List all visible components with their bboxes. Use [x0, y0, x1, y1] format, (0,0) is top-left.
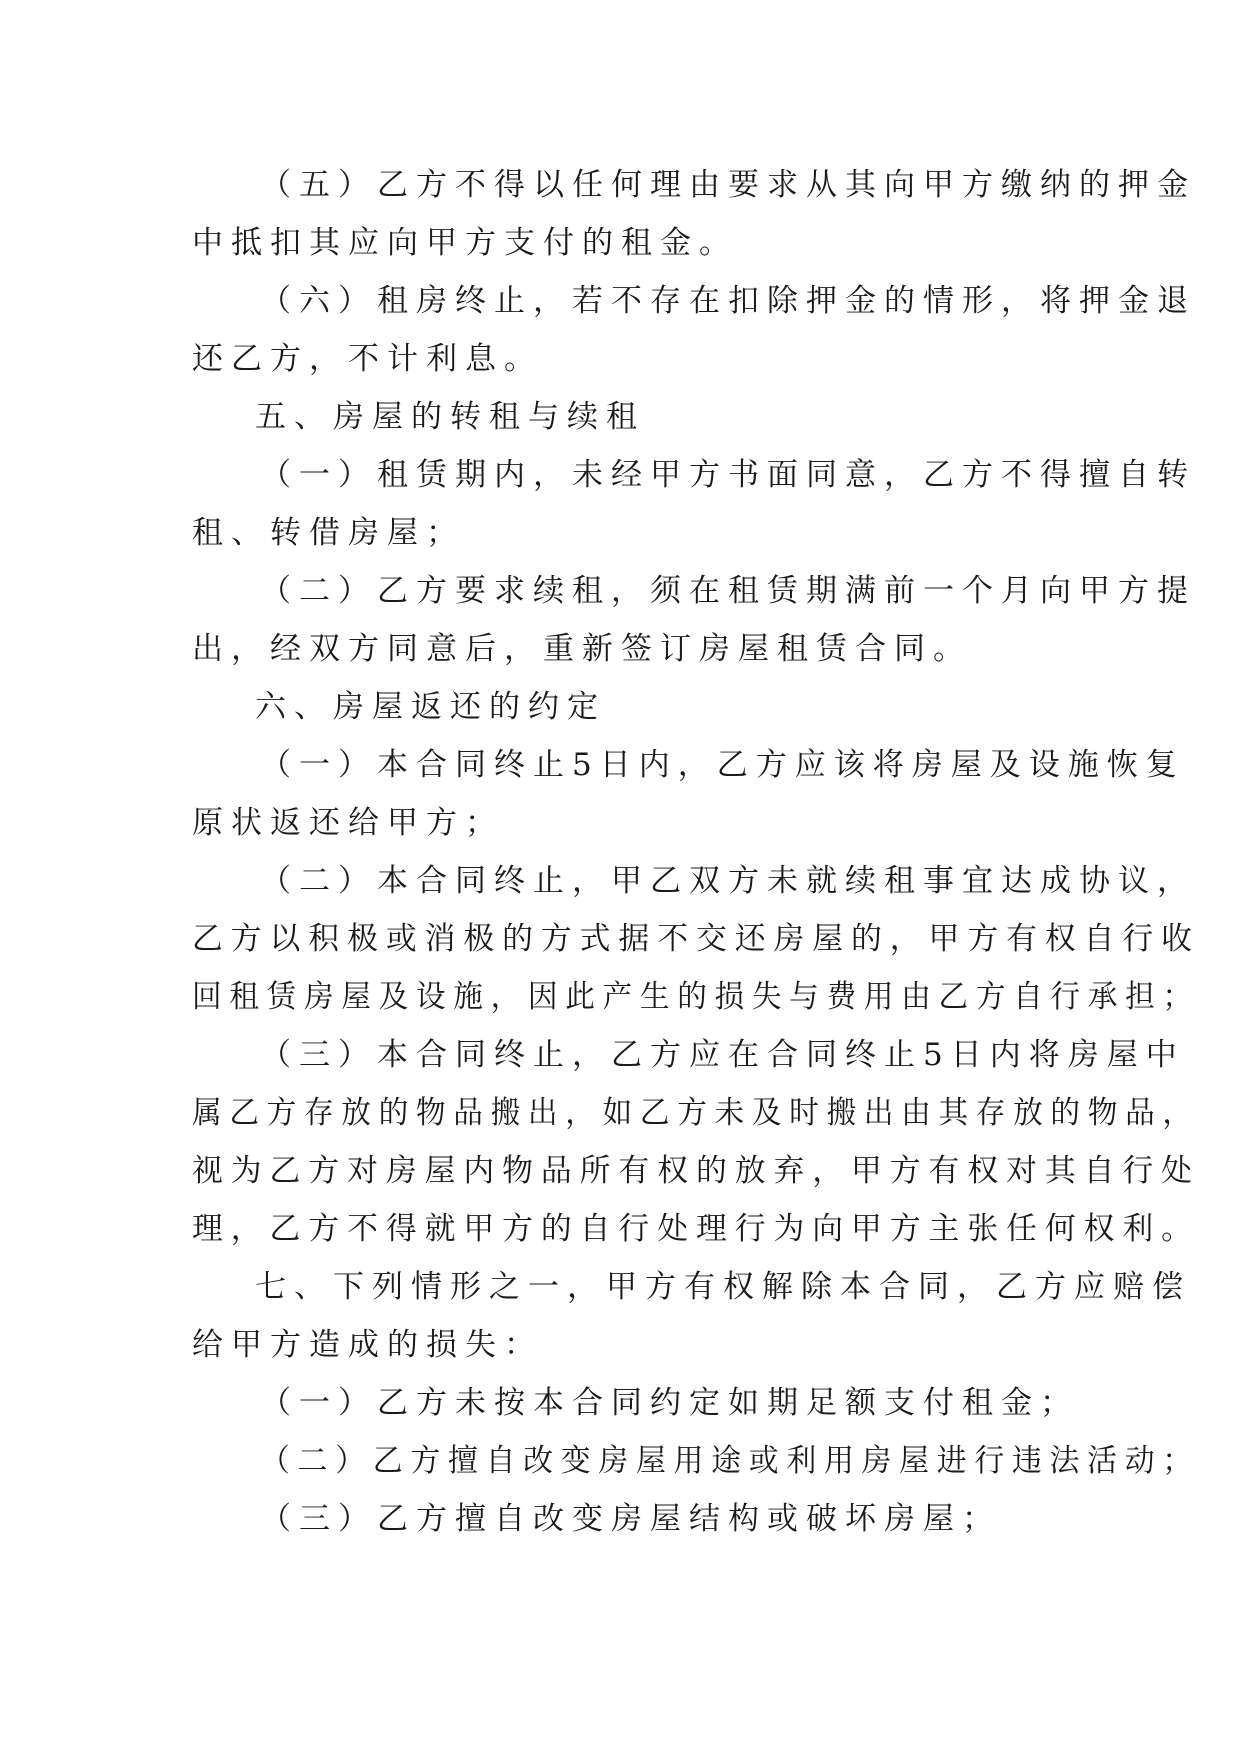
text-line: 回租赁房屋及设施，因此产生的损失与费用由乙方自行承担； [192, 979, 1200, 1015]
text-line: 理，乙方不得就甲方的自行处理行为向甲方主张任何权利。 [192, 1211, 1200, 1247]
section-heading: 五、房屋的转租与续租 [255, 399, 645, 435]
text-line: 中抵扣其应向甲方支付的租金。 [192, 225, 738, 261]
text-line: （三）本合同终止，乙方应在合同终止5日内将房屋中 [260, 1037, 1185, 1073]
text-line: （五）乙方不得以任何理由要求从其向甲方缴纳的押金 [260, 167, 1196, 203]
text-line: （二）本合同终止，甲乙双方未就续租事宜达成协议， [260, 863, 1196, 899]
text-line: 还乙方，不计利息。 [192, 341, 543, 377]
text-line: 属乙方存放的物品搬出，如乙方未及时搬出由其存放的物品， [192, 1095, 1200, 1131]
text-line: 乙方以积极或消极的方式据不交还房屋的，甲方有权自行收 [192, 921, 1200, 957]
text-line: （一）乙方未按本合同约定如期足额支付租金； [260, 1385, 1079, 1421]
text-line: （一）租赁期内，未经甲方书面同意，乙方不得擅自转 [260, 457, 1196, 493]
text-line: 给甲方造成的损失： [192, 1327, 543, 1363]
text-line: （二）乙方擅自改变房屋用途或利用房屋进行违法活动； [260, 1443, 1200, 1479]
section-heading: 七、下列情形之一，甲方有权解除本合同，乙方应赔偿 [255, 1269, 1191, 1305]
text-line: （一）本合同终止5日内，乙方应该将房屋及设施恢复 [260, 747, 1185, 783]
text-line: （三）乙方擅自改变房屋结构或破坏房屋； [260, 1501, 1001, 1537]
text-line: 原状返还给甲方； [192, 805, 504, 841]
text-line: 出，经双方同意后，重新签订房屋租赁合同。 [192, 631, 972, 667]
text-line: 租、转借房屋； [192, 515, 465, 551]
text-line: （六）租房终止，若不存在扣除押金的情形，将押金退 [260, 283, 1196, 319]
text-line: 视为乙方对房屋内物品所有权的放弃，甲方有权对其自行处 [192, 1153, 1200, 1189]
section-heading: 六、房屋返还的约定 [255, 689, 606, 725]
text-line: （二）乙方要求续租，须在租赁期满前一个月向甲方提 [260, 573, 1196, 609]
